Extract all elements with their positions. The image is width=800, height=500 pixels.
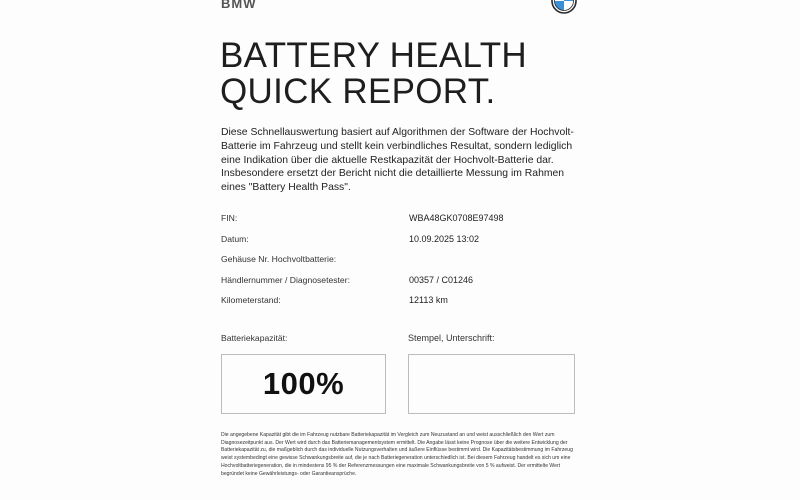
disclaimer-text: Die angegebene Kapazität gibt die im Fahrzeug nutzbare Batteriekapazität im Vergleich zum Neuzustand an und weist ausschließlich den Wert zum Diagnosezeitpunkt aus. Der Wert wird durch das Batteriemanagementsystem ermittelt. Die Angabe lässt keine Prognose über die weitere Entwicklung der Batteriekapazität zu, die maßgeblich durch das individuelle Nutzungsverhalten und äußere Einflüsse bestimmt wird. Die Kapazitätsbestimmung im Fahrzeug weist systembedingt eine gewisse Schwankungsbreite auf, die je nach Batteriegeneration unterschiedlich ist. Bei diesem Fahrzeug handelt es sich um eine Hochvoltbatteriegeneration, die in mindestens 95 % der Referenzmessungen eine maximale Schwankungsbreite von 5 % aufweist. Der ermittelte Wert begründet keine Gewährleistungs- oder Garantieansprüche. — [221, 432, 573, 477]
capacity-value: 100% — [262, 366, 345, 401]
info-value: 00357 / C01246 — [409, 274, 474, 285]
info-row-date — [221, 234, 581, 255]
info-value: WBA48GK0708E97498 — [409, 213, 504, 223]
info-row-mileage — [221, 295, 581, 316]
info-label: FIN: — [221, 213, 238, 223]
intro-paragraph: Diese Schnellauswertung basiert auf Algorithmen der Software der Hochvolt-Batterie im Fahrzeug und stellt kein verbindliches Resultat, sondern lediglich eine Indikation über die aktuelle Restkapazität der Hochvolt-Batterie dar. Insbesondere ersetzt der Bericht nicht die detaillierte Messung im Rahmen eines "Battery Health Pass". — [221, 127, 574, 194]
stamp-signature-box — [408, 354, 575, 414]
stamp-label: Stempel, Unterschrift: — [408, 333, 495, 343]
capacity-box — [221, 354, 386, 414]
info-label: Gehäuse Nr. Hochvoltbatterie: — [221, 254, 337, 264]
title-line-1: BATTERY HEALTH — [220, 36, 527, 75]
capacity-label: Batteriekapazität: — [221, 333, 288, 343]
bmw-roundel-icon — [551, 0, 577, 14]
info-label: Datum: — [221, 233, 249, 244]
info-value: 10.09.2025 13:02 — [409, 233, 480, 244]
title-line-2: QUICK REPORT. — [220, 72, 496, 111]
info-value: 12113 km — [409, 295, 448, 305]
info-row-battery-housing — [221, 254, 581, 275]
vehicle-info-table — [221, 213, 581, 316]
info-row-fin — [221, 213, 581, 234]
report-title — [220, 38, 527, 110]
info-label: Kilometerstand: — [221, 295, 281, 305]
info-row-dealer — [221, 275, 581, 296]
info-label: Händlernummer / Diagnosetester: — [221, 274, 350, 285]
brand-wordmark: BMW — [221, 0, 257, 11]
